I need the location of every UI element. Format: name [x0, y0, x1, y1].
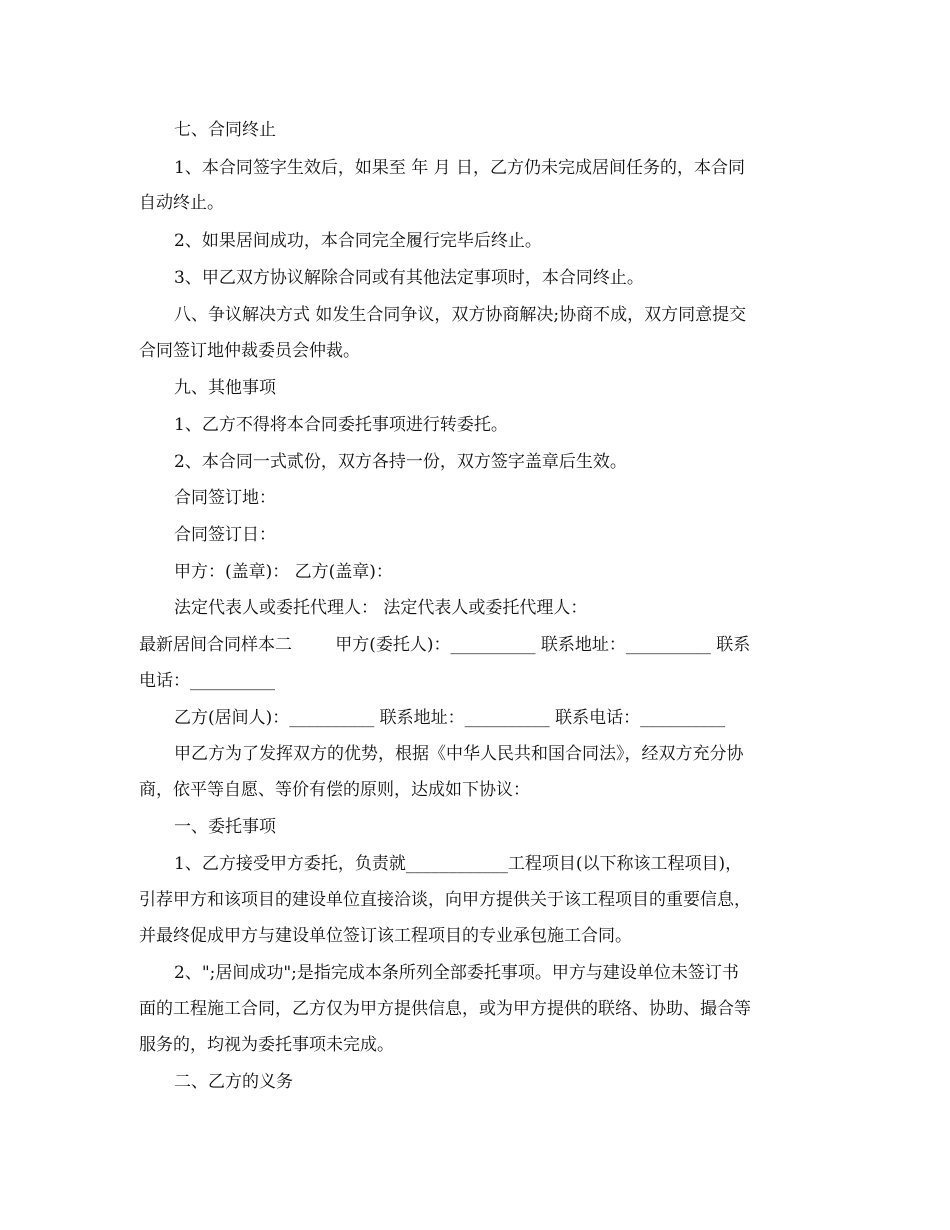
paragraph-line: 并最终促成甲方与建设单位签订该工程项目的专业承包施工合同。	[139, 926, 632, 946]
paragraph-line: 自动终止。	[139, 193, 224, 213]
party-representatives: 法定代表人或委托代理人： 法定代表人或委托代理人：	[174, 598, 588, 618]
section-heading-dispute: 八、争议解决方式 如发生合同争议，双方协商解决;协商不成，双方同意提交	[174, 305, 747, 325]
sample-two-header: 最新居间合同样本二 甲方(委托人)：__________ 联系地址：__________ 联系	[139, 635, 751, 655]
paragraph-line: 1、乙方接受甲方委托，负责就____________工程项目(以下称该工程项目)，	[174, 854, 743, 874]
paragraph-line: 2、";居间成功";是指完成本条所列全部委托事项。甲方与建设单位未签订书	[174, 963, 739, 983]
paragraph-line: 面的工程施工合同，乙方仅为甲方提供信息，或为甲方提供的联络、协助、撮合等	[139, 999, 751, 1019]
section-heading-entrusted-matters: 一、委托事项	[174, 817, 276, 837]
paragraph-line: 3、甲乙双方协议解除合同或有其他法定事项时，本合同终止。	[174, 268, 644, 288]
paragraph-line: 商，依平等自愿、等价有偿的原则，达成如下协议：	[139, 780, 530, 800]
paragraph-line: 电话：__________	[139, 671, 275, 691]
signing-date: 合同签订日：	[174, 525, 276, 545]
party-seals: 甲方：(盖章)： 乙方(盖章)：	[174, 562, 393, 582]
section-heading-termination: 七、合同终止	[174, 120, 276, 140]
paragraph-line: 2、如果居间成功，本合同完全履行完毕后终止。	[174, 231, 542, 251]
paragraph-line: 1、乙方不得将本合同委托事项进行转委托。	[174, 415, 508, 435]
paragraph-line: 服务的，均视为委托事项未完成。	[139, 1035, 394, 1055]
section-heading-other: 九、其他事项	[174, 378, 276, 398]
paragraph-line: 2、本合同一式贰份，双方各持一份，双方签字盖章后生效。	[174, 452, 627, 472]
paragraph-line: 1、本合同签字生效后，如果至 年 月 日，乙方仍未完成居间任务的，本合同	[174, 158, 746, 178]
paragraph-line: 合同签订地仲裁委员会仲裁。	[139, 341, 360, 361]
signing-place: 合同签订地：	[174, 488, 276, 508]
party-b-info: 乙方(居间人)：__________ 联系地址：__________ 联系电话：__________	[174, 708, 726, 728]
paragraph-line: 甲乙方为了发挥双方的优势，根据《中华人民共和国合同法》，经双方充分协	[174, 744, 744, 764]
section-heading-obligations: 二、乙方的义务	[174, 1072, 293, 1092]
paragraph-line: 引荐甲方和该项目的建设单位直接洽谈，向甲方提供关于该工程项目的重要信息，	[139, 890, 751, 910]
